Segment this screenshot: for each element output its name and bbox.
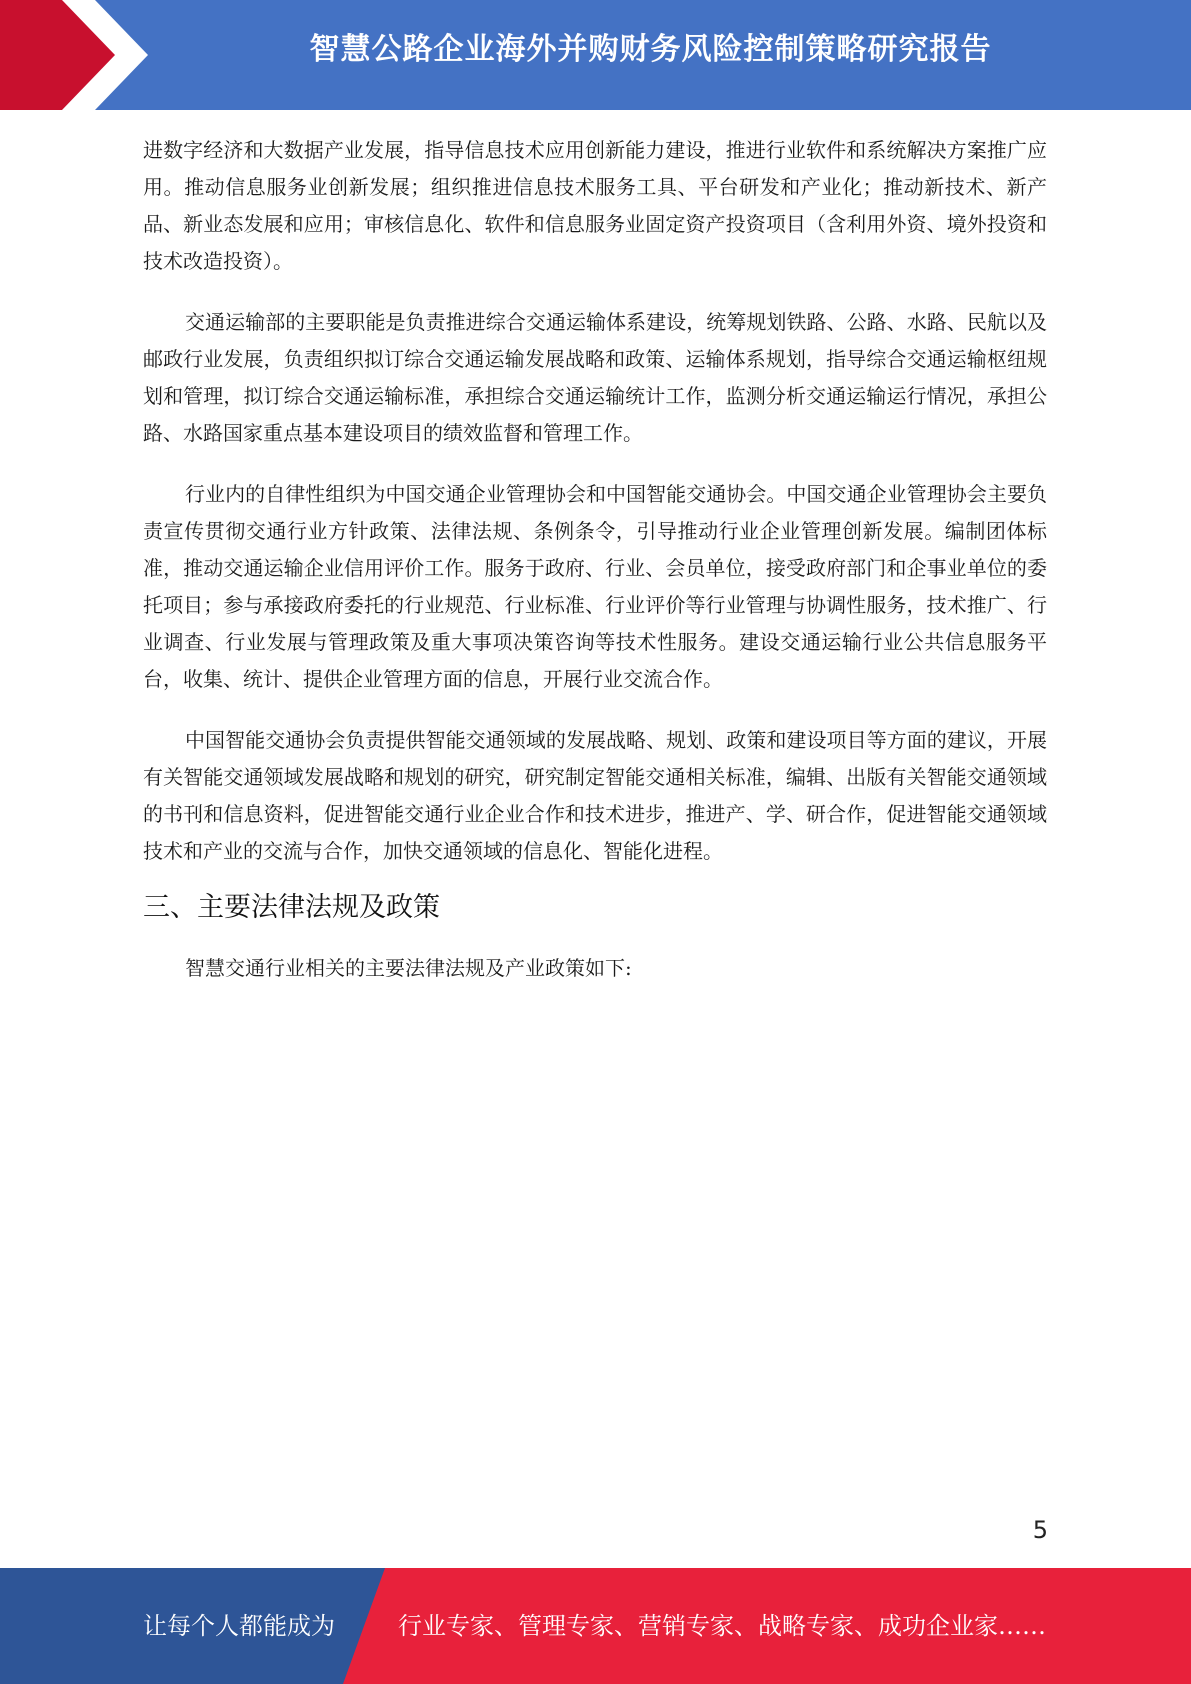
section-intro: 智慧交通行业相关的主要法律法规及产业政策如下:: [185, 956, 632, 980]
footer-banner: [0, 1568, 1191, 1684]
page-number: 5: [1032, 1516, 1048, 1544]
footer-slogan-left: 让每个人都能成为: [143, 1612, 335, 1640]
paragraph-3: 行业内的自律性组织为中国交通企业管理协会和中国智能交通协会。中国交通企业管理协会主要负责宣传贯彻交通行业方针政策、法律法规、条例条令，引导推动行业企业管理创新发展。编制团体标准，推动交通运输企业信用评价工作。服务于政府、行业、会员单位，接受政府部门和企事业单位的委托项目；参与承接政府委托的行业规范、行业标准、行业评价等行业管理与协调性服务，技术推广、行业调查、行业发展与管理政策及重大事项决策咨询等技术性服务。建设交通运输行业公共信息服务平台，收集、统计、提供企业管理方面的信息，开展行业交流合作。: [143, 482, 1047, 691]
header-arrow-decoration: [0, 0, 170, 110]
section-heading: 三、主要法律法规及政策: [143, 892, 440, 923]
footer-slogan-right: 行业专家、管理专家、营销专家、战略专家、成功企业家……: [398, 1612, 1046, 1640]
paragraph-4: 中国智能交通协会负责提供智能交通领域的发展战略、规划、政策和建设项目等方面的建议，开展有关智能交通领域发展战略和规划的研究，研究制定智能交通相关标准，编辑、出版有关智能交通领域的书刊和信息资料，促进智能交通行业企业合作和技术进步，推进产、学、研合作，促进智能交通领域技术和产业的交流与合作，加快交通领域的信息化、智能化进程。: [143, 728, 1047, 863]
paragraph-2: 交通运输部的主要职能是负责推进综合交通运输体系建设，统筹规划铁路、公路、水路、民航以及邮政行业发展，负责组织拟订综合交通运输发展战略和政策、运输体系规划，指导综合交通运输枢纽规划和管理，拟订综合交通运输标准，承担综合交通运输统计工作，监测分析交通运输运行情况，承担公路、水路国家重点基本建设项目的绩效监督和管理工作。: [143, 310, 1047, 445]
paragraph-1: 进数字经济和大数据产业发展，指导信息技术应用创新能力建设，推进行业软件和系统解决方案推广应用。推动信息服务业创新发展；组织推进信息技术服务工具、平台研发和产业化；推动新技术、新产品、新业态发展和应用；审核信息化、软件和信息服务业固定资产投资项目（含利用外资、境外投资和技术改造投资）。: [143, 138, 1047, 273]
report-title: 智慧公路企业海外并购财务风险控制策略研究报告: [309, 32, 992, 67]
header-banner: [0, 0, 1191, 110]
document-body: [143, 132, 1047, 987]
